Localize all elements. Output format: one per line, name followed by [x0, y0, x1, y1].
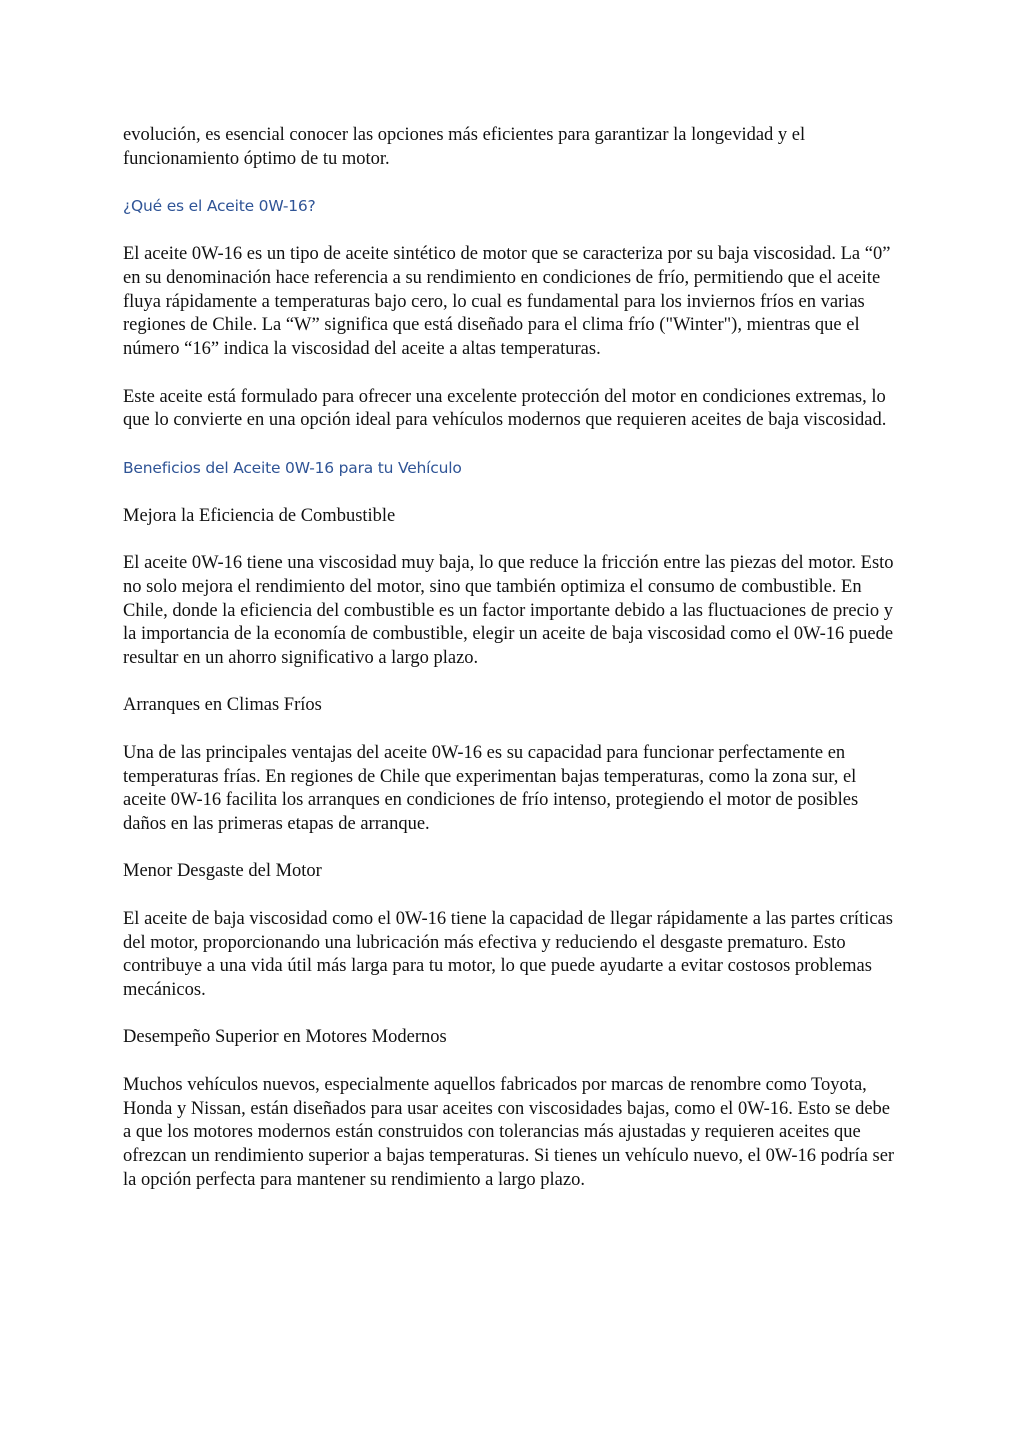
intro-paragraph: evolución, es esencial conocer las opciones más eficientes para garantizar la longevidad y el funcionamiento óptimo de tu motor.	[123, 125, 806, 169]
paragraph-definition: El aceite 0W-16 es un tipo de aceite sintético de motor que se caracteriza por su baja viscosidad. La “0” en su denominación hace referencia a su rendimiento en condiciones de frío, permitiendo que el aceite fluya rápidamente a temperaturas bajo cero, lo cual es fundamental para los inviernos fríos en varias regiones de Chile. La “W” significa que está diseñado para el clima frío ("Winter"), mientras que el número “16” indica la viscosidad del aceite a altas temperaturas.	[123, 244, 891, 360]
heading-benefits: Beneficios del Aceite 0W-16 para tu Vehículo	[123, 458, 462, 477]
subheading-engine-wear: Menor Desgaste del Motor	[123, 861, 322, 882]
subheading-cold-starts: Arranques en Climas Fríos	[123, 695, 322, 716]
paragraph-engine-wear: El aceite de baja viscosidad como el 0W-16 tiene la capacidad de llegar rápidamente a las partes críticas del motor, proporcionando una lubricación más efectiva y reduciendo el desgaste prematuro. Esto contribuye a una vida útil más larga para tu motor, lo que puede ayudarte a evitar costosos problemas mecánicos.	[123, 908, 893, 1001]
subheading-fuel-efficiency: Mejora la Eficiencia de Combustible	[123, 505, 396, 526]
heading-what-is-0w16: ¿Qué es el Aceite 0W-16?	[123, 197, 316, 216]
paragraph-cold-starts: Una de las principales ventajas del aceite 0W-16 es su capacidad para funcionar perfectamente en temperaturas frías. En regiones de Chile que experimentan bajas temperaturas, como la zona sur, el aceite 0W-16 facilita los arranques en condiciones de frío intenso, protegiendo el motor de posibles daños en las primeras etapas de arranque.	[123, 742, 859, 835]
paragraph-fuel-efficiency: El aceite 0W-16 tiene una viscosidad muy baja, lo que reduce la fricción entre las piezas del motor. Esto no solo mejora el rendimiento del motor, sino que también optimiza el consumo de combustible. En Chile, donde la eficiencia del combustible es un factor importante debido a las fluctuaciones de precio y la importancia de la economía de combustible, elegir un aceite de baja viscosidad como el 0W-16 puede resultar en un ahorro significativo a largo plazo.	[123, 552, 894, 669]
paragraph-formulation: Este aceite está formulado para ofrecer una excelente protección del motor en condiciones extremas, lo que lo convierte en una opción ideal para vehículos modernos que requieren aceites de baja viscosidad.	[123, 386, 887, 431]
subheading-modern-engines: Desempeño Superior en Motores Modernos	[123, 1027, 447, 1048]
document-page	[123, 124, 901, 1216]
paragraph-modern-engines: Muchos vehículos nuevos, especialmente aquellos fabricados por marcas de renombre como Toyota, Honda y Nissan, están diseñados para usar aceites con viscosidades bajas, como el 0W-16. Esto se debe a que los motores modernos están construidos con tolerancias más ajustadas y requieren aceites que ofrezcan un rendimiento superior a bajas temperaturas. Si tienes un vehículo nuevo, el 0W-16 podría ser la opción perfecta para mantener su rendimiento a largo plazo.	[123, 1074, 895, 1190]
